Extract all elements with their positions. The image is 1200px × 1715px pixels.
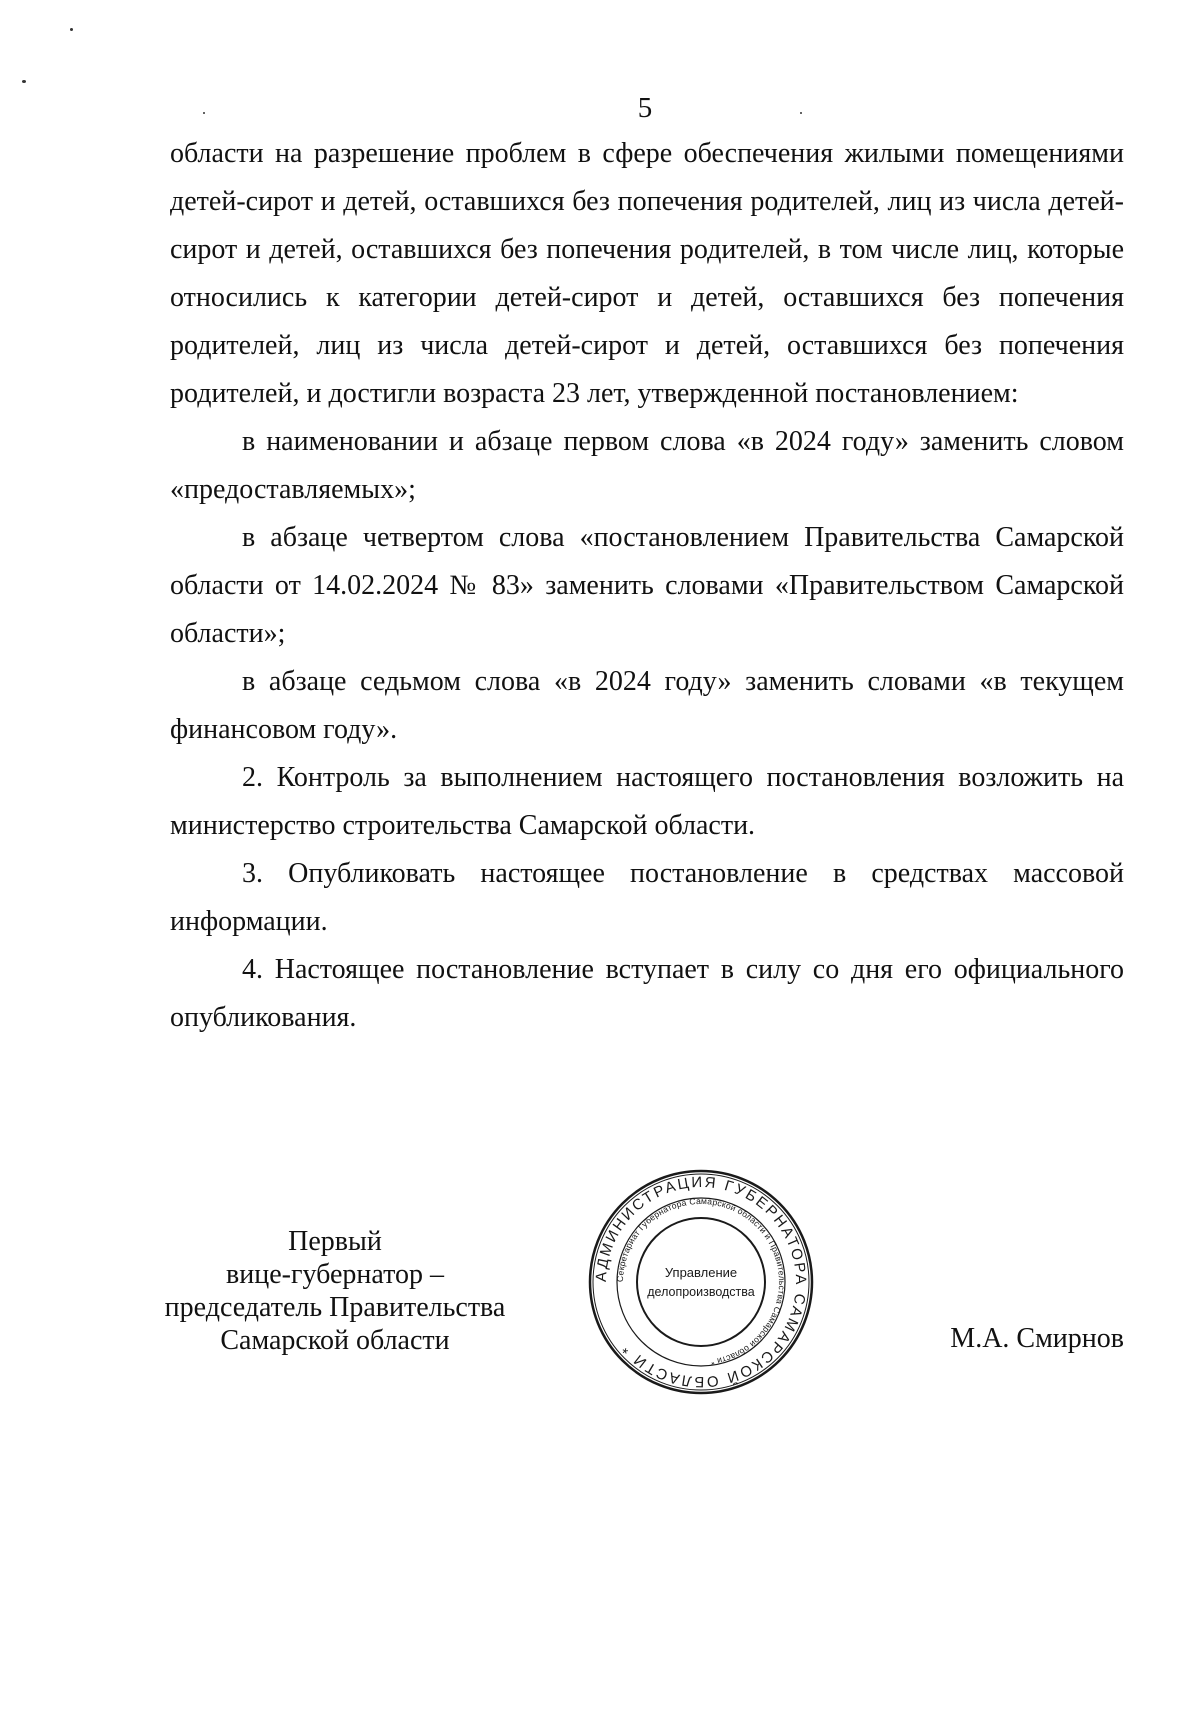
- scan-speck: [22, 80, 26, 83]
- seal-inner-text: Секретариат Губернатора Самарской области и Правительства Самарской области *: [614, 1195, 788, 1368]
- paragraph-amend-fourth: в абзаце четвертом слова «постановлением Правительства Самарской области от 14.02.2024 № 83» заменить словами «Правительством Самарской области»;: [170, 522, 1124, 649]
- document-body: [170, 130, 1124, 1042]
- paragraph-control: 2. Контроль за выполнением настоящего постановления возложить на министерство строительства Самарской области.: [170, 762, 1124, 841]
- page-number: 5: [637, 92, 653, 124]
- seal-center-line-1: Управление: [664, 1265, 738, 1280]
- official-seal: [586, 1167, 816, 1397]
- paragraph-publish: 3. Опубликовать настоящее постановление в средствах массовой информации.: [170, 858, 1124, 937]
- seal-outer-text: АДМИНИСТРАЦИЯ ГУБЕРНАТОРА САМАРСКОЙ ОБЛАСТИ *: [592, 1173, 810, 1391]
- paragraph-amend-title: в наименовании и абзаце первом слова «в 2024 году» заменить словом «предоставляемых»;: [170, 426, 1124, 505]
- signatory-title: [150, 1225, 520, 1357]
- signatory-name: М.А. Смирнов: [950, 1323, 1124, 1354]
- scan-speck: [70, 28, 73, 31]
- signatory-title-line: Первый: [288, 1226, 382, 1257]
- seal-center-line-2: делопроизводства: [647, 1285, 755, 1299]
- scan-speck: [800, 112, 802, 114]
- seal-inner-ring: [637, 1218, 765, 1346]
- paragraph-continuation: области на разрешение проблем в сфере обеспечения жилыми помещениями детей-сирот и детей, оставшихся без попечения родителей, лиц из числа детей-сирот и детей, оставшихся без попечения родителей, в том числе лиц, которые относились к категории детей-сирот и детей, оставшихся без попечения родителей, лиц из числа детей-сирот и детей, оставшихся без попечения родителей, и достигли возраста 23 лет, утвержденной постановлением:: [170, 138, 1124, 409]
- paragraph-effect: 4. Настоящее постановление вступает в силу со дня его официального опубликования.: [170, 954, 1124, 1033]
- signatory-title-line: вице-губернатор –: [226, 1259, 444, 1290]
- paragraph-amend-seventh: в абзаце седьмом слова «в 2024 году» заменить словами «в текущем финансовом году».: [170, 666, 1124, 745]
- signatory-title-line: Самарской области: [220, 1325, 450, 1356]
- signatory-title-line: председатель Правительства: [164, 1292, 506, 1323]
- scan-speck: [203, 112, 205, 114]
